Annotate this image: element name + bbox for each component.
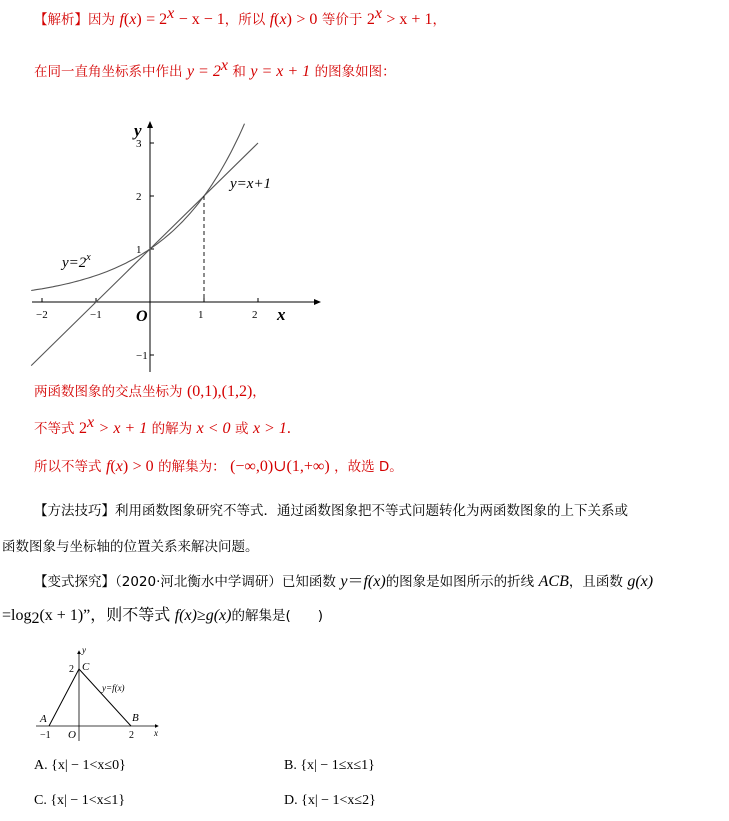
solution-text: 的解为 — [151, 421, 193, 437]
x-symbol-2: x — [279, 11, 287, 28]
variant-y: y — [340, 573, 348, 590]
or-text: 或 — [234, 421, 249, 437]
variant-tag: 【变式探究】 — [34, 574, 115, 590]
x-tick-label: 2 — [252, 309, 258, 321]
and-text: 和 — [232, 64, 246, 80]
analysis-line-4 — [34, 414, 291, 439]
variant-line-2 — [2, 606, 323, 626]
analysis-line-1: 【解析】因为 $f(x) = 2^x - x - 1$，所以 f(x) > 0 等价于 2$^x$ > x + 1， — [34, 5, 446, 28]
point-c-label: C — [82, 661, 90, 673]
log-base: 2 — [31, 610, 40, 627]
y-tick-label: 3 — [136, 138, 142, 150]
x-tick-label: −2 — [36, 309, 48, 321]
f-symbol-3: f — [105, 458, 111, 475]
x-tick-label: −1 — [90, 309, 102, 321]
variant-acb: ACB — [538, 573, 569, 590]
choice-a[interactable]: A. {x| − 1<x≤0} — [34, 758, 126, 773]
period: . — [286, 420, 291, 437]
intersect-intro: 两函数图象的交点坐标为 — [34, 384, 183, 400]
g2-y-label: y — [82, 645, 86, 655]
because-text: 因为 — [88, 12, 115, 28]
function-graph — [30, 112, 330, 382]
draw-post: 的图象如图： — [314, 64, 396, 80]
variant-fx: f(x) — [363, 573, 386, 590]
two-base: 2 — [366, 11, 375, 28]
x-symbol-3: x — [115, 458, 123, 475]
variant-log: =log — [2, 607, 32, 624]
variant-line-1: 【变式探究】（2020·河北衡水中学调研）已知函数 y＝f(x)的图象是如图所示的折线 ACB，且函数 g(x) — [34, 573, 654, 590]
method-text-1: 利用函数图象研究不等式．通过函数图象把不等式问题转化为两函数图象的上下关系或 — [115, 503, 628, 519]
y-tick-label: −1 — [136, 350, 148, 362]
polyline-acb — [49, 669, 131, 726]
exponent-x: x — [167, 5, 175, 22]
intersection-points: (0,1),(1,2) — [186, 383, 253, 400]
analysis-line-2 — [34, 57, 396, 82]
point-b-label: B — [132, 712, 139, 724]
func-y-x1: y = x + 1 — [250, 63, 311, 80]
conclusion-intro: 所以不等式 — [34, 459, 102, 475]
method-tag: 【方法技巧】 — [34, 503, 115, 519]
g2-x-tick-2: 2 — [129, 730, 134, 741]
point-a-label: A — [40, 713, 47, 725]
rhs-ineq: > x + 1 — [386, 11, 433, 28]
variant-rest-1: 的图象是如图所示的折线 — [385, 574, 535, 590]
equals-two: = 2 — [146, 11, 168, 28]
method-text-2: 函数图象与坐标轴的位置关系来解决问题。 — [2, 539, 259, 555]
origin-label: O — [136, 308, 148, 325]
y-axis-label: y — [134, 121, 142, 140]
solution-set-text: 的解集为： — [158, 459, 226, 475]
method-line-1 — [34, 501, 628, 521]
y-tick-label: 1 — [136, 244, 142, 256]
solution-a: x < 0 — [196, 420, 231, 437]
g2-x-tick-neg1: −1 — [40, 730, 51, 741]
minus-terms: − x − 1 — [178, 11, 225, 28]
g2-func-label: y=f(x) — [102, 683, 125, 693]
variant-source: （2020·河北衡水中学调研）已知函数 — [115, 574, 336, 590]
draw-intro: 在同一直角坐标系中作出 — [34, 64, 183, 80]
equiv-text: 等价于 — [321, 12, 363, 28]
variant-rest-2: ，且函数 — [568, 574, 623, 590]
comma-2: ， — [252, 384, 266, 400]
g2-origin-label: O — [68, 729, 76, 741]
analysis-tag: 【解析】 — [34, 12, 88, 28]
choice-d[interactable]: D. {x| − 1<x≤2} — [284, 793, 376, 808]
interval-answer: (−∞,0)∪(1,+∞) — [230, 458, 330, 475]
gt-zero-2: > 0 — [132, 458, 154, 475]
line-label: y=x+1 — [230, 176, 272, 192]
method-line-2 — [2, 537, 259, 557]
g2-y-tick-2: 2 — [69, 664, 74, 675]
comma: ， — [432, 12, 446, 28]
so-text: ，所以 — [224, 12, 266, 28]
x-tick-label: 1 — [198, 309, 204, 321]
x-symbol: x — [129, 11, 137, 28]
analysis-line-3 — [34, 382, 266, 402]
analysis-line-5: 所以不等式 f(x) > 0 的解集为： (−∞,0)∪(1,+∞) ，故选 D。 — [34, 458, 403, 475]
ineq-rhs: > x + 1 — [98, 420, 148, 437]
f-symbol: f — [119, 11, 124, 28]
curve-label: $y=2^x$ — [62, 252, 91, 271]
f-symbol-2: f — [269, 11, 275, 28]
ineq-intro: 不等式 — [34, 421, 75, 437]
choice-b[interactable]: B. {x| − 1≤x≤1} — [284, 758, 375, 773]
exponent-x-2: x — [374, 5, 382, 22]
ineq-exp: x — [86, 414, 95, 431]
variant-question: 的解集是( ) — [231, 608, 324, 624]
x-axis-label: x — [277, 305, 286, 324]
variant-ineq: f(x)≥g(x) — [174, 607, 232, 624]
choose-d: ，故选 D。 — [334, 459, 403, 475]
gt-zero: > 0 — [296, 11, 318, 28]
func-y-2x: y = 2 — [186, 63, 221, 80]
variant-log-arg: (x + 1)”，则不等式 — [39, 607, 171, 624]
choice-c[interactable]: C. {x| − 1<x≤1} — [34, 793, 126, 808]
variant-gx: g(x) — [627, 573, 654, 590]
polyline-graph — [30, 643, 170, 743]
g2-x-label: x — [154, 728, 158, 738]
y-tick-label: 2 — [136, 191, 142, 203]
solution-b: x > 1 — [252, 420, 287, 437]
ineq-base: 2 — [78, 420, 87, 437]
func-exp: x — [220, 57, 228, 74]
